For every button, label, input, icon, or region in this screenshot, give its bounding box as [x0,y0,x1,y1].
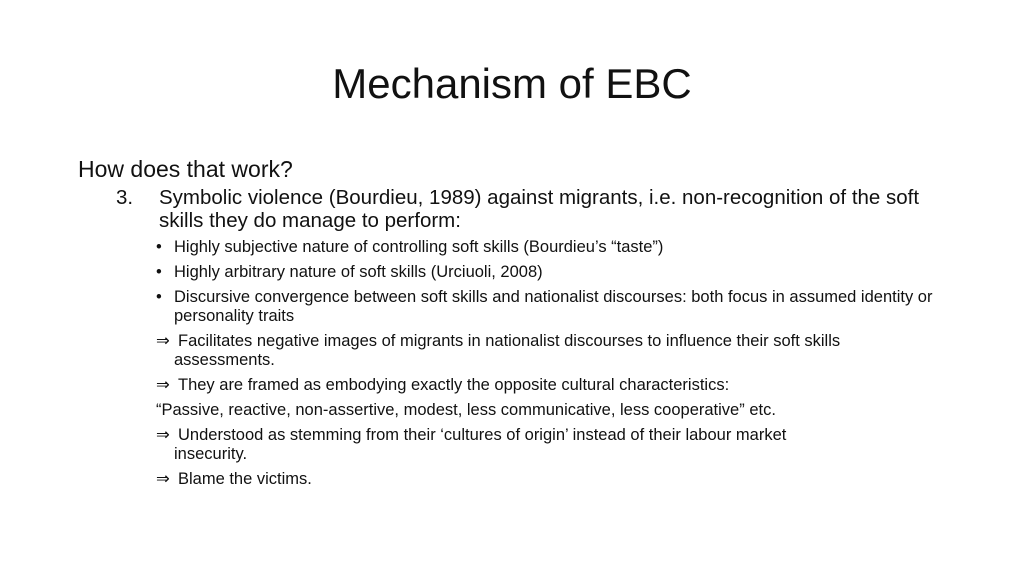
implication-text: They are framed as embodying exactly the opposite cultural characteristics: [178,376,730,394]
bullet-list [156,238,956,495]
slide-heading: How does that work? [78,156,293,182]
bullet-text: Highly arbitrary nature of soft skills (Urciuoli, 2008) [174,263,543,281]
implication-text: Understood as stemming from their ‘cultures of origin’ instead of their labour market [178,426,787,444]
point-text: Symbolic violence (Bourdieu, 1989) against migrants, i.e. non-recognition of the soft skills they do manage to perform: [159,186,920,232]
implication-continuation: insecurity. [174,445,248,463]
bullet-text: Discursive convergence between soft skills and nationalist discourses: both focus in assumed identity or personality traits [174,288,933,325]
list-item [156,238,956,257]
bullet-icon: • [156,238,162,256]
slide-title: Mechanism of EBC [332,60,692,107]
point-number: 3. [116,186,134,209]
implies-arrow-icon: ⇒ [156,470,170,488]
implies-arrow-icon: ⇒ [156,332,170,350]
implies-arrow-icon: ⇒ [156,426,170,444]
list-item [156,263,956,282]
implication-line [156,376,956,395]
list-item [156,288,956,326]
implication-line [156,426,956,464]
implication-text: Facilitates negative images of migrants in nationalist discourses to influence their soft skills [178,332,841,350]
implication-text: Blame the victims. [178,470,312,488]
implies-arrow-icon: ⇒ [156,376,170,394]
implication-line [156,332,956,370]
implication-line [156,470,956,489]
bullet-icon: • [156,288,162,306]
bullet-text: Highly subjective nature of controlling soft skills (Bourdieu’s “taste”) [174,238,664,256]
implication-continuation: assessments. [174,351,275,369]
bullet-icon: • [156,263,162,281]
quote-line: “Passive, reactive, non-assertive, modest, less communicative, less cooperative” etc. [156,401,776,419]
